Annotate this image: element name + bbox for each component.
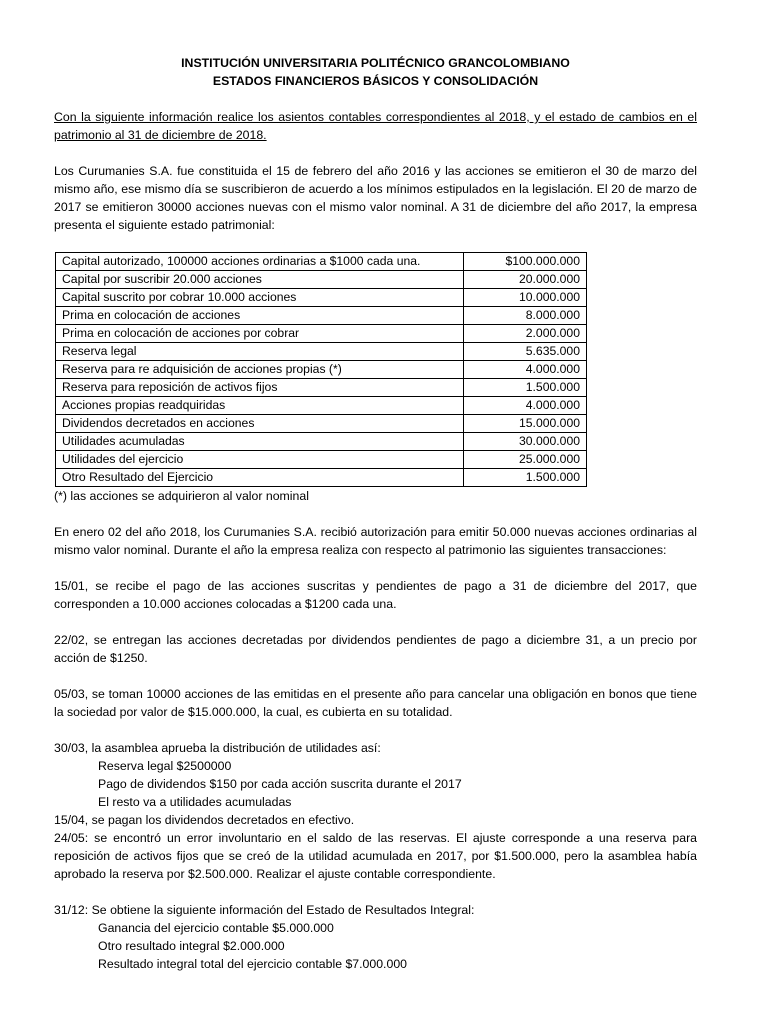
account-label: Prima en colocación de acciones [56, 307, 464, 325]
distribution-item: El resto va a utilidades acumuladas [98, 795, 292, 809]
table-row [56, 433, 587, 451]
account-value: 1.500.000 [464, 379, 587, 397]
account-value: 2.000.000 [464, 325, 587, 343]
account-label: Capital por suscribir 20.000 acciones [56, 271, 464, 289]
account-label: Dividendos decretados en acciones [56, 415, 464, 433]
account-label: Acciones propias readquiridas [56, 397, 464, 415]
document-header [54, 54, 697, 90]
account-label: Reserva para reposición de activos fijos [56, 379, 464, 397]
account-value: 1.500.000 [464, 469, 587, 487]
account-label: Utilidades del ejercicio [56, 451, 464, 469]
transaction-2405: 24/05: se encontró un error involuntario en el saldo de las reservas. El ajuste corresponde a una reserva para reposición de activos fijos que se creó de la utilidad acumulada en 2017, por $1.500.000, pero la asamblea había aprobado la reserva por $2.500.000. Realizar el ajuste contable correspondiente. [54, 831, 697, 881]
account-label: Reserva para re adquisición de acciones propias (*) [56, 361, 464, 379]
table-row [56, 289, 587, 307]
account-value: 4.000.000 [464, 397, 587, 415]
account-value: $100.000.000 [464, 253, 587, 271]
account-label: Capital autorizado, 100000 acciones ordinarias a $1000 cada una. [56, 253, 464, 271]
account-value: 5.635.000 [464, 343, 587, 361]
table-row [56, 271, 587, 289]
table-row [56, 415, 587, 433]
distribution-item: Pago de dividendos $150 por cada acción suscrita durante el 2017 [98, 777, 462, 791]
table-row [56, 307, 587, 325]
table-row [56, 469, 587, 487]
instruction-paragraph: Con la siguiente información realice los asientos contables correspondientes al 2018, y el estado de cambios en el patrimonio al 31 de diciembre de 2018. [54, 110, 697, 142]
authorization-paragraph: En enero 02 del año 2018, los Curumanies S.A. recibió autorización para emitir 50.000 nuevas acciones ordinarias al mismo valor nominal. Durante el año la empresa realiza con respecto al patrimonio las siguientes transacciones: [54, 525, 697, 557]
account-label: Capital suscrito por cobrar 10.000 acciones [56, 289, 464, 307]
account-value: 15.000.000 [464, 415, 587, 433]
account-value: 20.000.000 [464, 271, 587, 289]
transaction-3003-head: 30/03, la asamblea aprueba la distribución de utilidades así: [54, 741, 381, 755]
transaction-3112-head: 31/12: Se obtiene la siguiente información del Estado de Resultados Integral: [54, 903, 475, 917]
transaction-0503: 05/03, se toman 10000 acciones de las emitidas en el presente año para cancelar una obligación en bonos que tiene la sociedad por valor de $15.000.000, la cual, es cubierta en su totalidad. [54, 687, 697, 719]
transaction-2202: 22/02, se entregan las acciones decretadas por dividendos pendientes de pago a diciembre 31, a un precio por acción de $1250. [54, 633, 697, 665]
account-value: 25.000.000 [464, 451, 587, 469]
table-row [56, 361, 587, 379]
intro-paragraph: Los Curumanies S.A. fue constituida el 15 de febrero del año 2016 y las acciones se emitieron el 30 de marzo del mismo año, ese mismo día se suscribieron de acuerdo a los mínimos estipulados en la legislación. El 20 de marzo de 2017 se emitieron 30000 acciones nuevas con el mismo valor nominal. A 31 de diciembre del año 2017, la empresa presenta el siguiente estado patrimonial: [54, 164, 697, 232]
result-item: Resultado integral total del ejercicio contable $7.000.000 [98, 957, 407, 971]
transaction-3112 [54, 901, 697, 973]
equity-statement-table [55, 252, 587, 487]
course-title: ESTADOS FINANCIEROS BÁSICOS Y CONSOLIDACIÓN [212, 74, 539, 88]
result-item: Ganancia del ejercicio contable $5.000.000 [98, 921, 334, 935]
account-label: Prima en colocación de acciones por cobrar [56, 325, 464, 343]
account-label: Reserva legal [56, 343, 464, 361]
result-item: Otro resultado integral $2.000.000 [98, 939, 285, 953]
table-row [56, 379, 587, 397]
table-row [56, 325, 587, 343]
table-row [56, 343, 587, 361]
account-label: Otro Resultado del Ejercicio [56, 469, 464, 487]
account-value: 4.000.000 [464, 361, 587, 379]
transaction-3003 [54, 739, 697, 811]
document-page [54, 54, 697, 973]
transaction-1504: 15/04, se pagan los dividendos decretados en efectivo. [54, 813, 355, 827]
account-value: 30.000.000 [464, 433, 587, 451]
institution-title: INSTITUCIÓN UNIVERSITARIA POLITÉCNICO GRANCOLOMBIANO [181, 56, 570, 70]
table-row [56, 253, 587, 271]
account-value: 10.000.000 [464, 289, 587, 307]
transaction-1501: 15/01, se recibe el pago de las acciones suscritas y pendientes de pago a 31 de diciembre del 2017, que corresponden a 10.000 acciones colocadas a $1200 cada una. [54, 579, 697, 611]
table-footnote: (*) las acciones se adquirieron al valor nominal [54, 489, 309, 503]
account-value: 8.000.000 [464, 307, 587, 325]
account-label: Utilidades acumuladas [56, 433, 464, 451]
table-row [56, 451, 587, 469]
table-row [56, 397, 587, 415]
distribution-item: Reserva legal $2500000 [98, 759, 232, 773]
